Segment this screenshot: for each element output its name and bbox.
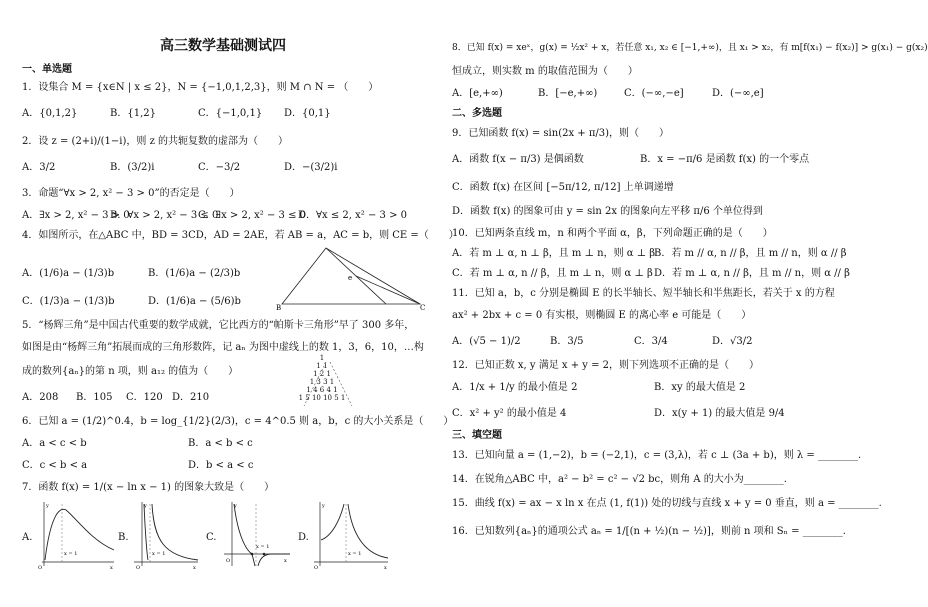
section-fill-blank: 三、填空题 (452, 430, 502, 441)
q7d-x-label: x (384, 565, 387, 571)
q10-option-c[interactable]: C．若 m ⊥ α, n // β，且 m ⊥ n，则 α ⊥ β (452, 268, 653, 279)
q9-option-b[interactable]: B．x = −π/6 是函数 f(x) 的一个零点 (640, 154, 810, 165)
q5-option-b[interactable]: B．105 (76, 392, 113, 403)
q7a-origin-label: O (38, 565, 43, 571)
q7-option-a[interactable]: A. (22, 532, 33, 543)
q7d-origin-label: O (314, 565, 319, 571)
q11-option-d[interactable]: D．√3/2 (712, 336, 753, 347)
q1-option-b[interactable]: B．{1,2} (110, 108, 156, 119)
q4-option-d[interactable]: D．(1/6)a − (5/6)b (148, 296, 241, 307)
q3-option-a[interactable]: A．∃x > 2, x² − 3 > 0 (22, 210, 130, 221)
q7b-y-label: y (144, 503, 147, 509)
q16-stem: 16．已知数列{aₙ}的通项公式 aₙ = 1/[(n + ½)(n − ½)]，则前 n 项和 Sₙ = ________. (452, 526, 846, 537)
q13-stem: 13．已知向量 a = (1,−2)，b = (−2,1)，c = (3,λ)，若 c ⊥ (3a + b)，则 λ = ________. (452, 450, 862, 461)
section-multi-choice: 二、多选题 (452, 108, 502, 119)
q8-stem-line2: 恒成立，则实数 m 的取值范围为（ ） (452, 66, 638, 77)
q8-option-b[interactable]: B．[−e,+∞) (538, 88, 598, 99)
q8-option-c[interactable]: C．(−∞,−e] (624, 88, 684, 99)
q7d-x-eq-label: x = 1 (348, 551, 362, 557)
q14-stem: 14．在锐角△ABC 中，a² − b² = c² − √2 bc，则角 A 的大小为________. (452, 474, 787, 485)
q6-option-b[interactable]: B．a < b < c (188, 438, 253, 449)
section-single-choice: 一、单选题 (22, 64, 72, 75)
q5-triangle-row: 1 2 1 (313, 370, 331, 378)
q3-stem: 3．命题“∀x > 2, x² − 3 > 0”的否定是（ ） (22, 188, 240, 199)
q7-stem: 7．函数 f(x) = 1/(x − ln x − 1) 的图象大致是（ ） (22, 482, 275, 493)
q9-option-a[interactable]: A．函数 f(x − π/3) 是偶函数 (452, 154, 584, 165)
q2-option-c[interactable]: C．−3/2 (198, 162, 241, 173)
q1-option-c[interactable]: C．{−1,0,1} (198, 108, 263, 119)
q4-stem: 4．如图所示，在△ABC 中，BD = 3CD，AD = 2AE，若 AB = a，AC = b，则 CE =（ ） (22, 230, 459, 241)
q4-option-a[interactable]: A．(1/6)a − (1/3)b (22, 268, 115, 279)
q11-option-c[interactable]: C．3/4 (634, 336, 668, 347)
q4-label-b: B (276, 304, 282, 312)
q5-option-c[interactable]: C．120 (126, 392, 163, 403)
q11-stem-line1: 11．已知 a，b，c 分别是椭圆 E 的长半轴长、短半轴长和半焦距长，若关于 x 的方程 (452, 288, 835, 299)
q4-label-c: C (420, 304, 426, 312)
q5-stem-line2: 如图是由“杨辉三角”拓展而成的三角形数阵，记 aₙ 为图中虚线上的数 1，3，6，10，…构 (22, 342, 424, 353)
q10-option-a[interactable]: A．若 m ⊥ α, n ⊥ β，且 m ⊥ n，则 α ⊥ β (452, 248, 656, 259)
q5-stem-line1: 5．“杨辉三角”是中国古代重要的数学成就，它比西方的“帕斯卡三角形”早了 300 多年， (22, 320, 415, 331)
q7-option-b[interactable]: B. (118, 532, 129, 543)
q12-option-c[interactable]: C．x² + y² 的最小值是 4 (452, 408, 567, 419)
q12-option-a[interactable]: A．1/x + 1/y 的最小值是 2 (452, 382, 578, 393)
q15-stem: 15．曲线 f(x) = ax − x ln x 在点 (1, f(1)) 处的切线与直线 x + y = 0 垂直，则 a = ________. (452, 498, 882, 509)
q7-graph-b (130, 500, 200, 570)
q5-stem-line3: 成的数列{aₙ}的第 n 项，则 a₁₂ 的值为（ ） (22, 366, 239, 377)
q5-option-d[interactable]: D．210 (172, 392, 210, 403)
q7-option-c[interactable]: C. (206, 532, 217, 543)
q5-triangle-row: 1 5 10 10 5 1 (298, 394, 346, 402)
q7c-x-eq-label: x = 1 (256, 544, 270, 550)
q6-option-a[interactable]: A．a < c < b (22, 438, 87, 449)
q8-option-a[interactable]: A．[e,+∞) (452, 88, 503, 99)
q7b-x-eq-label: x = 1 (152, 551, 166, 557)
q7c-y-label: y (234, 503, 237, 509)
q7-graph-c (220, 500, 292, 570)
q11-stem-line2: ax² + 2bx + c = 0 有实根，则椭圆 E 的离心率 e 可能是（ ） (452, 310, 752, 321)
q7a-x-eq-label: x = 1 (64, 551, 78, 557)
q8-option-d[interactable]: D．(−∞,e] (712, 88, 764, 99)
q7-graph-d (310, 500, 390, 570)
q7a-x-label: x (110, 565, 113, 571)
q4-label-e: e (348, 274, 353, 282)
q10-option-b[interactable]: B．若 m // α, n // β，且 m // n，则 α // β (654, 248, 847, 259)
q9-option-c[interactable]: C．函数 f(x) 在区间 [−5π/12, π/12] 上单调递增 (452, 182, 674, 193)
q11-option-a[interactable]: A．(√5 − 1)/2 (452, 336, 521, 347)
q11-option-b[interactable]: B．3/5 (550, 336, 584, 347)
q1-option-d[interactable]: D．{0,1} (284, 108, 331, 119)
q3-option-c[interactable]: C．∃x > 2, x² − 3 ≤ 0 (198, 210, 307, 221)
q5-triangle-row: 1 3 3 1 (309, 378, 335, 386)
q8-stem-line1: 8．已知 f(x) = xeˣ，g(x) = ½x² + x，若任意 x₁, x₂ ∈ [−1,+∞)，且 x₁ > x₂，有 m[f(x₁) − f(x₂)] > g(x₁) − g(x₂) (452, 43, 928, 53)
q2-option-b[interactable]: B．(3/2)i (110, 162, 155, 173)
q1-stem: 1．设集合 M = {x∈N | x ≤ 2}，N = {−1,0,1,2,3}，则 M ∩ N = （ ） (22, 82, 379, 93)
q7-option-d[interactable]: D. (298, 532, 309, 543)
q12-stem: 12．已知正数 x, y 满足 x + y = 2，则下列选项不正确的是（ ） (452, 360, 760, 371)
q12-option-b[interactable]: B．xy 的最大值是 2 (654, 382, 746, 393)
q4-option-c[interactable]: C．(1/3)a − (1/3)b (22, 296, 115, 307)
q6-stem: 6．已知 a = (1/2)^0.4，b = log_{1/2}(2/3)，c = 4^0.5 则 a，b，c 的大小关系是（ ） (22, 416, 454, 427)
q7b-x-label: x (193, 565, 196, 571)
q3-option-d[interactable]: D．∀x ≤ 2, x² − 3 > 0 (298, 210, 407, 221)
q6-option-d[interactable]: D．b < a < c (188, 460, 254, 471)
q2-option-d[interactable]: D．−(3/2)i (284, 162, 338, 173)
q7a-y-label: y (46, 503, 49, 509)
q5-triangle-row: 1 4 6 4 1 (306, 386, 338, 394)
q4-triangle-figure (278, 244, 428, 310)
q7c-x-label: x (284, 558, 287, 564)
q1-option-a[interactable]: A．{0,1,2} (22, 108, 78, 119)
q9-stem: 9．已知函数 f(x) = sin(2x + π/3)，则（ ） (452, 128, 670, 139)
q5-dashed-lines (290, 360, 360, 410)
q10-stem: 10．已知两条直线 m，n 和两个平面 α，β，下列命题正确的是（ ） (452, 228, 773, 239)
q10-option-d[interactable]: D．若 m ⊥ α, n // β，且 m // n，则 α // β (654, 268, 850, 279)
q12-option-d[interactable]: D．x(y + 1) 的最大值是 9/4 (654, 408, 785, 419)
q7b-origin-label: O (136, 565, 141, 571)
q2-stem: 2．设 z = (2+i)/(1−i)，则 z 的共轭复数的虚部为（ ） (22, 136, 289, 147)
q5-triangle-row: 1 (319, 354, 325, 362)
q7-graph-a (36, 500, 116, 570)
q5-option-a[interactable]: A．208 (22, 392, 59, 403)
q6-option-c[interactable]: C．c < b < a (22, 460, 88, 471)
q7d-y-label: y (322, 503, 325, 509)
q5-triangle-row: 1 1 (316, 362, 328, 370)
q3-option-b[interactable]: B．∀x > 2, x² − 3 ≤ 0 (110, 210, 219, 221)
q2-option-a[interactable]: A．3/2 (22, 162, 56, 173)
q4-option-b[interactable]: B．(1/6)a − (2/3)b (148, 268, 241, 279)
q7c-origin-label: O (226, 558, 231, 564)
q9-option-d[interactable]: D．函数 f(x) 的图象可由 y = sin 2x 的图象向左平移 π/6 个单位得到 (452, 206, 763, 217)
page-title: 高三数学基础测试四 (160, 38, 286, 54)
